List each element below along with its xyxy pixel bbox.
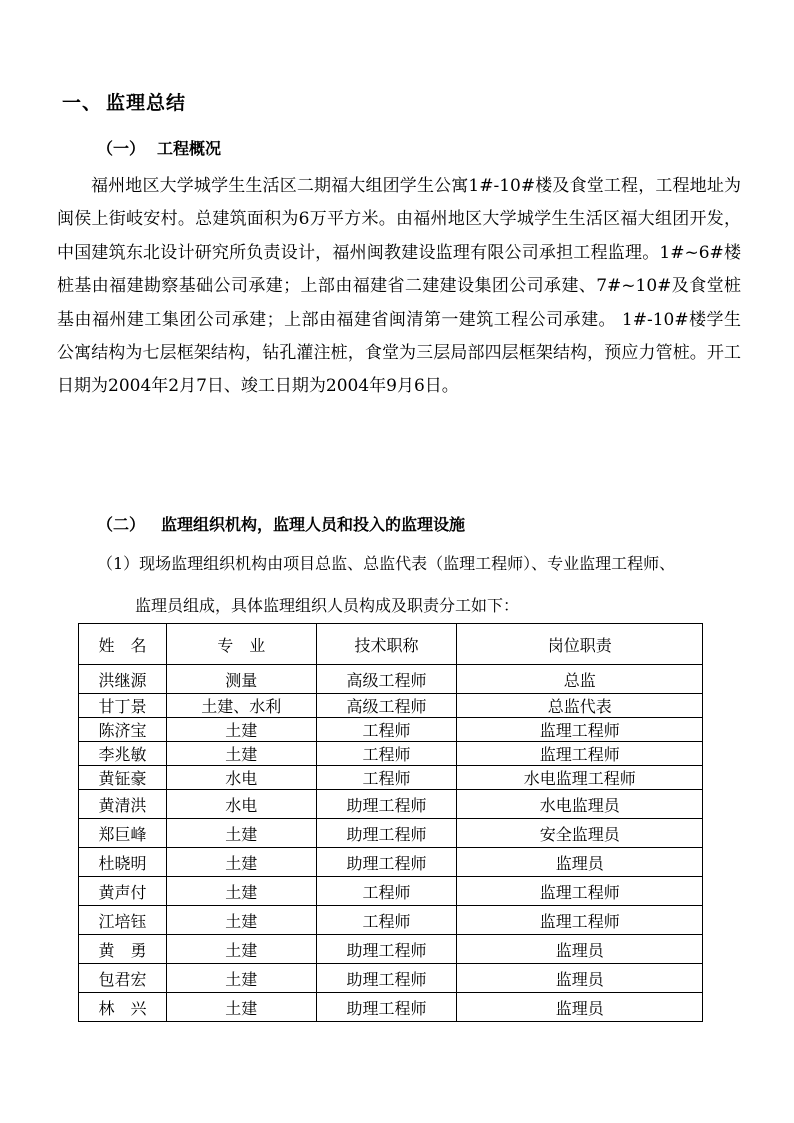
list-item-lead: （1）现场监理组织机构由项目总监、总监代表（监理工程师）、专业监理工程师、	[97, 554, 676, 573]
table-row	[79, 848, 703, 877]
heading-number: 一、	[62, 92, 103, 114]
cell-specialty: 土建	[166, 718, 316, 742]
section-heading-overview	[97, 136, 221, 159]
cell-duty: 监理员	[457, 935, 703, 964]
staff-table	[78, 623, 703, 1022]
cell-specialty: 土建	[166, 848, 316, 877]
cell-name: 陈济宝	[79, 718, 167, 742]
cell-duty: 水电监理员	[457, 790, 703, 819]
cell-specialty: 土建	[166, 877, 316, 906]
cell-duty: 监理工程师	[457, 906, 703, 935]
cell-title: 工程师	[316, 718, 457, 742]
cell-duty: 监理员	[457, 993, 703, 1022]
cell-name: 甘丁景	[79, 694, 167, 718]
section-title: 工程概况	[157, 139, 222, 158]
project-overview-paragraph: 福州地区大学城学生生活区二期福大组团学生公寓1#-10#楼及食堂工程，工程地址为闽侯上街岐安村。总建筑面积为6万平方米。由福州地区大学城学生生活区福大组团开发，中国建筑东北设计研究所负责设计，福州闽教建设监理有限公司承担工程监理。1#~6#楼桩基由福建勘察基础公司承建；上部由福建省二建建设集团公司承建、7#~10#及食堂桩基由福州建工集团公司承建；上部由福建省闽清第一建筑工程公司承建。 1#-10#楼学生公寓结构为七层框架结构，钻孔灌注桩，食堂为三层局部四层框架结构，预应力管桩。开工日期为2004年2月7日、竣工日期为2004年9月6日。	[57, 176, 741, 397]
cell-name: 洪继源	[79, 665, 167, 694]
cell-name: 郑巨峰	[79, 819, 167, 848]
cell-name: 黄钲豪	[79, 766, 167, 790]
table-row	[79, 694, 703, 718]
cell-specialty: 土建	[166, 993, 316, 1022]
table-row	[79, 964, 703, 993]
table-row	[79, 742, 703, 766]
heading-text: 监理总结	[106, 92, 187, 114]
cell-title: 高级工程师	[316, 665, 457, 694]
cell-title: 工程师	[316, 766, 457, 790]
cell-title: 助理工程师	[316, 819, 457, 848]
cell-name: 黄清洪	[79, 790, 167, 819]
cell-specialty: 土建	[166, 906, 316, 935]
cell-duty: 监理工程师	[457, 877, 703, 906]
section-number: （一）	[97, 139, 146, 158]
cell-specialty: 土建	[166, 935, 316, 964]
section-title: 监理组织机构，监理人员和投入的监理设施	[161, 515, 466, 534]
header-name: 姓 名	[79, 624, 167, 665]
table-row	[79, 993, 703, 1022]
cell-specialty: 土建	[166, 819, 316, 848]
cell-title: 助理工程师	[316, 935, 457, 964]
cell-title: 助理工程师	[316, 993, 457, 1022]
cell-title: 助理工程师	[316, 848, 457, 877]
header-duty: 岗位职责	[457, 624, 703, 665]
cell-duty: 监理工程师	[457, 742, 703, 766]
cell-name: 江培钰	[79, 906, 167, 935]
cell-name: 黄 勇	[79, 935, 167, 964]
cell-title: 助理工程师	[316, 964, 457, 993]
cell-specialty: 水电	[166, 790, 316, 819]
cell-duty: 监理工程师	[457, 718, 703, 742]
cell-duty: 总监代表	[457, 694, 703, 718]
table-row	[79, 718, 703, 742]
section-number: （二）	[97, 515, 146, 534]
table-row	[79, 877, 703, 906]
cell-specialty: 水电	[166, 766, 316, 790]
cell-specialty: 土建、水利	[166, 694, 316, 718]
cell-title: 高级工程师	[316, 694, 457, 718]
section-heading-organization	[97, 512, 465, 535]
cell-name: 李兆敏	[79, 742, 167, 766]
cell-name: 黄声付	[79, 877, 167, 906]
table-row	[79, 935, 703, 964]
table-row	[79, 766, 703, 790]
cell-specialty: 土建	[166, 964, 316, 993]
cell-specialty: 土建	[166, 742, 316, 766]
heading-summary	[62, 88, 186, 115]
table-row	[79, 819, 703, 848]
cell-title: 工程师	[316, 906, 457, 935]
list-item-continuation: 监理员组成，具体监理组织人员构成及职责分工如下：	[135, 596, 520, 615]
header-title: 技术职称	[316, 624, 457, 665]
table-row	[79, 790, 703, 819]
cell-name: 包君宏	[79, 964, 167, 993]
cell-title: 助理工程师	[316, 790, 457, 819]
list-item-organization	[97, 547, 757, 623]
cell-name: 林 兴	[79, 993, 167, 1022]
cell-duty: 水电监理工程师	[457, 766, 703, 790]
cell-duty: 监理员	[457, 964, 703, 993]
table-row	[79, 906, 703, 935]
table-row	[79, 665, 703, 694]
cell-title: 工程师	[316, 877, 457, 906]
cell-duty: 安全监理员	[457, 819, 703, 848]
header-specialty: 专 业	[166, 624, 316, 665]
table-header-row	[79, 624, 703, 665]
cell-specialty: 测量	[166, 665, 316, 694]
cell-title: 工程师	[316, 742, 457, 766]
cell-duty: 监理员	[457, 848, 703, 877]
cell-name: 杜晓明	[79, 848, 167, 877]
cell-duty: 总监	[457, 665, 703, 694]
